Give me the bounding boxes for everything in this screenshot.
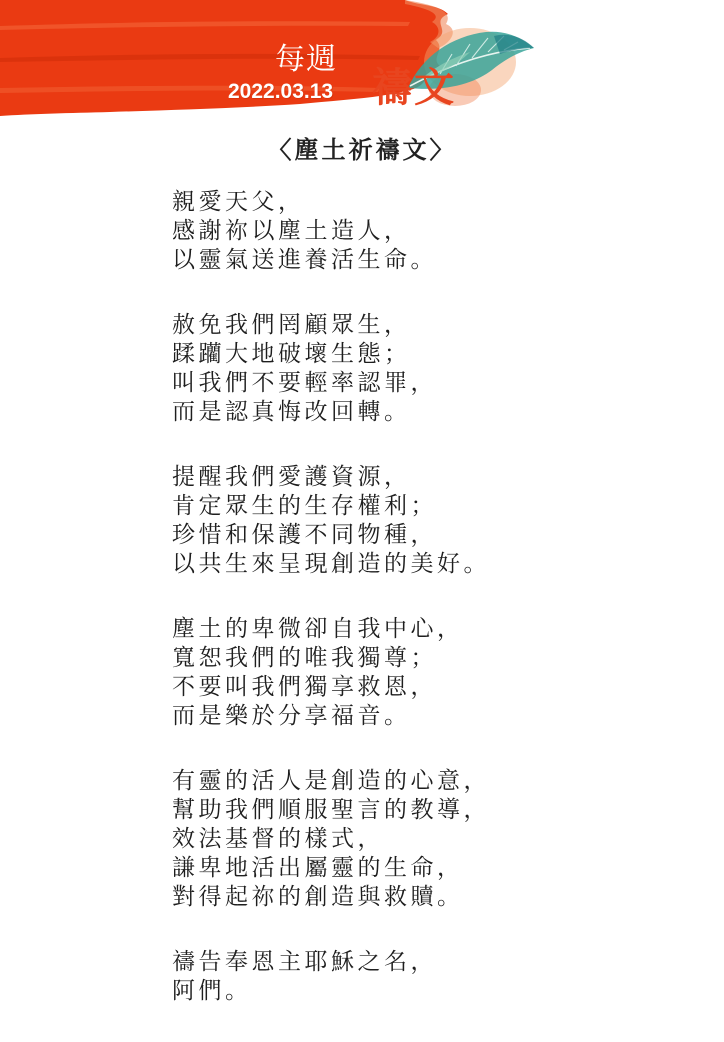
poem-line: 不要叫我們獨享救恩， bbox=[172, 674, 437, 700]
poem-line: 蹂躪大地破壞生態； bbox=[172, 341, 411, 367]
poem-line: 阿們。 bbox=[172, 978, 252, 1004]
poem-line: 對得起祢的創造與救贖。 bbox=[172, 884, 464, 910]
stanza-1 bbox=[172, 188, 490, 275]
poem-line: 而是認真悔改回轉。 bbox=[172, 399, 411, 425]
stanza-4 bbox=[172, 615, 490, 731]
poem-line: 珍惜和保護不同物種， bbox=[172, 522, 437, 548]
poem-line: 而是樂於分享福音。 bbox=[172, 703, 411, 729]
weekly-label: 每週 bbox=[275, 42, 337, 77]
poem-title: 〈塵土祈禱文〉 bbox=[267, 136, 457, 164]
poem-line: 禱告奉恩主耶穌之名， bbox=[172, 949, 437, 975]
poem-line: 塵土的卑微卻自我中心， bbox=[172, 616, 464, 642]
stanza-5 bbox=[172, 767, 490, 912]
poem-line: 幫助我們順服聖言的教導， bbox=[172, 797, 490, 823]
poem-line: 寬恕我們的唯我獨尊； bbox=[172, 645, 437, 671]
poem-line: 有靈的活人是創造的心意， bbox=[172, 768, 490, 794]
date-label: 2022.03.13 bbox=[228, 80, 334, 103]
poem-line: 以共生來呈現創造的美好。 bbox=[172, 551, 490, 577]
brush-stroke-banner bbox=[0, 0, 724, 130]
poem-line: 感謝祢以塵土造人， bbox=[172, 218, 411, 244]
poem-line: 以靈氣送進養活生命。 bbox=[172, 247, 437, 273]
prayer-label: 禱文 bbox=[372, 64, 456, 111]
stanza-2 bbox=[172, 311, 490, 427]
poem-body bbox=[172, 188, 490, 1042]
poem-line: 效法基督的樣式， bbox=[172, 826, 384, 852]
poem-line: 赦免我們罔顧眾生， bbox=[172, 312, 411, 338]
header-banner bbox=[0, 0, 724, 130]
poem-line: 叫我們不要輕率認罪， bbox=[172, 370, 437, 396]
poem-line: 提醒我們愛護資源， bbox=[172, 464, 411, 490]
stanza-6 bbox=[172, 948, 490, 1006]
poem-line: 肯定眾生的生存權利； bbox=[172, 493, 437, 519]
poem-line: 謙卑地活出屬靈的生命， bbox=[172, 855, 464, 881]
poem-line: 親愛天父， bbox=[172, 189, 305, 215]
stanza-3 bbox=[172, 463, 490, 579]
